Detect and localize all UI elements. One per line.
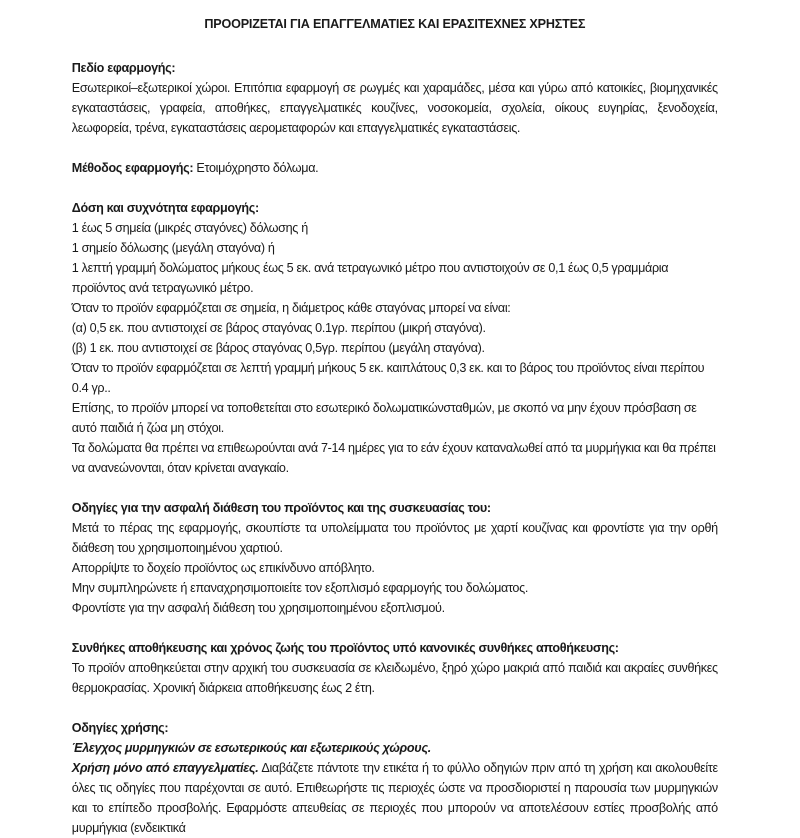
- disposal-line: Απορρίψτε το δοχείο προϊόντος ως επικίνδυνο απόβλητο.: [71, 560, 375, 575]
- usage-text: Διαβάζετε πάντοτε την ετικέτα ή το φύλλο οδηγιών πριν από τη χρήση και ακολουθείτε όλες τις οδηγίες που παρέχονται σε αυτό. Επιθεωρήστε τις περιοχές ώστε να προσδιοριστεί η παρουσία των μυρμηγκιών και το επίπεδο προσβολής. Εφαρμόστε απευθείας σε περιοχές που μπορούν να αποτελέσουν εστίες προσβολής από μυρμήγκια (ενδεικτικά: [71, 760, 718, 835]
- disposal-line: Φροντίστε για την ασφαλή διάθεση του χρησιμοποιημένου εξοπλισμού.: [71, 600, 445, 615]
- disposal-line: Μετά το πέρας της εφαρμογής, σκουπίστε τα υπολείμματα του προϊόντος με χαρτί κουζίνας και φροντίστε για την ορθή διάθεση του χρησιμοποιημένου χαρτιού.: [71, 520, 718, 555]
- document-title: ΠΡΟΟΡΙΖΕΤΑΙ ΓΙΑ ΕΠΑΓΓΕΛΜΑΤΙΕΣ ΚΑΙ ΕΡΑΣΙΤΕΧΝΕΣ ΧΡΗΣΤΕΣ: [204, 16, 586, 31]
- application-field-section: [72, 58, 718, 138]
- method-text: Ετοιμόχρηστο δόλωμα.: [193, 160, 319, 175]
- storage-text: Το προϊόν αποθηκεύεται στην αρχική του συσκευασία σε κλειδωμένο, ξηρό χώρο μακριά από παιδιά και ακραίες συνθήκες θερμοκρασίας. Χρονική διάρκεια αποθήκευσης έως 2 έτη.: [71, 660, 718, 695]
- dose-line: Όταν το προϊόν εφαρμόζεται σε λεπτή γραμμή μήκους 5 εκ. καιπλάτους 0,3 εκ. και το βάρος του προϊόντος είναι περίπου 0.4 γρ..: [71, 360, 705, 395]
- method-heading: Μέθοδος εφαρμογής:: [71, 160, 194, 175]
- usage-section: [72, 718, 718, 838]
- dose-line: Όταν το προϊόν εφαρμόζεται σε σημεία, η διάμετρος κάθε σταγόνας μπορεί να είναι:: [71, 300, 511, 315]
- dose-section: [72, 198, 718, 478]
- application-field-heading: Πεδίο εφαρμογής:: [71, 60, 176, 75]
- usage-subheading: Έλεγχος μυρμηγκιών σε εσωτερικούς και εξωτερικούς χώρους.: [71, 740, 431, 755]
- dose-line: 1 λεπτή γραμμή δολώματος μήκους έως 5 εκ. ανά τετραγωνικό μέτρο που αντιστοιχούν σε 0,1 έως 0,5 γραμμάρια προϊόντος ανά τετραγωνικό μέτρο.: [71, 260, 669, 295]
- disposal-line: Μην συμπληρώνετε ή επαναχρησιμοποιείτε τον εξοπλισμό εφαρμογής του δολώματος.: [71, 580, 528, 595]
- disposal-section: [72, 498, 718, 618]
- dose-line: (β) 1 εκ. που αντιστοιχεί σε βάρος σταγόνας 0,5γρ. περίπου (μεγάλη σταγόνα).: [71, 340, 485, 355]
- usage-heading: Οδηγίες χρήσης:: [71, 720, 169, 735]
- dose-line: Επίσης, το προϊόν μπορεί να τοποθετείται στο εσωτερικό δολωματικώνσταθμών, με σκοπό να μην έχουν πρόσβαση σε αυτό παιδιά ή ζώα μη στόχοι.: [71, 400, 697, 435]
- usage-lead: Χρήση μόνο από επαγγελματίες.: [71, 760, 259, 775]
- dose-line: (α) 0,5 εκ. που αντιστοιχεί σε βάρος σταγόνας 0.1γρ. περίπου (μικρή σταγόνα).: [71, 320, 486, 335]
- dose-line: 1 έως 5 σημεία (μικρές σταγόνες) δόλωσης ή: [71, 220, 308, 235]
- dose-line: 1 σημείο δόλωσης (μεγάλη σταγόνα) ή: [71, 240, 275, 255]
- storage-section: [72, 638, 718, 698]
- disposal-heading: Οδηγίες για την ασφαλή διάθεση του προϊόντος και της συσκευασίας του:: [71, 500, 491, 515]
- application-field-text: Εσωτερικοί–εξωτερικοί χώροι. Επιτόπια εφαρμογή σε ρωγμές και χαραμάδες, μέσα και γύρω από κατοικίες, βιομηχανικές εγκαταστάσεις, γραφεία, αποθήκες, επαγγελματικές κουζίνες, νοσοκομεία, σχολεία, οίκους ευγηρίας, ξενοδοχεία, λεωφορεία, τρένα, εγκαταστάσεις αερομεταφορών και επαγγελματικές εγκαταστάσεις.: [71, 80, 718, 135]
- storage-heading: Συνθήκες αποθήκευσης και χρόνος ζωής του προϊόντος υπό κανονικές συνθήκες αποθήκευσης:: [71, 640, 619, 655]
- dose-heading: Δόση και συχνότητα εφαρμογής:: [71, 200, 259, 215]
- dose-line: Τα δολώματα θα πρέπει να επιθεωρούνται ανά 7-14 ημέρες για το εάν έχουν καταναλωθεί από τα μυρμήγκια και θα πρέπει να ανανεώνονται, όταν κρίνεται αναγκαίο.: [71, 440, 716, 475]
- method-section: [72, 158, 718, 178]
